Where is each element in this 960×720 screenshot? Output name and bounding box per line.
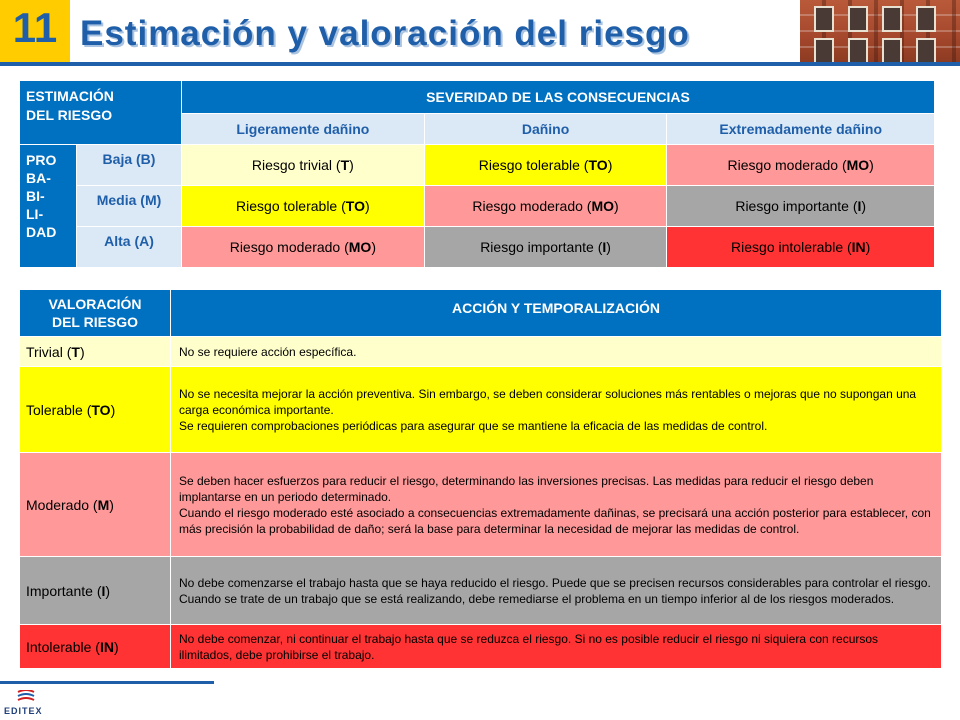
risk-cell: Riesgo trivial (T) <box>182 145 425 186</box>
risk-cell: Riesgo importante (I) <box>667 185 935 226</box>
action-description: Se deben hacer esfuerzos para reducir el riesgo, determinando las inversiones precisas. Las medidas para reducir el riesgo deben implantarse en un periodo determinado. Cuando el riesgo moderado esté asociado a consecuencias extremadamente dañinas, se precisará una acción posterior para establecer, con más precisión la probabilidad de daño; será la base para determinar la necesidad de mejorar las medidas de control. <box>171 453 942 557</box>
prob-line: BA- <box>26 170 51 186</box>
table-row <box>20 337 942 367</box>
probability-level: Baja (B) <box>77 145 182 186</box>
risk-cell: Riesgo importante (I) <box>424 226 667 267</box>
header-photo <box>800 0 960 62</box>
risk-valuation-table <box>19 289 942 669</box>
severity-column-header: Dañino <box>424 114 667 145</box>
risk-cell: Riesgo tolerable (TO) <box>182 185 425 226</box>
footer-divider <box>0 681 214 684</box>
valuation-level: Tolerable (TO) <box>20 367 171 453</box>
severity-column-header: Ligeramente dañino <box>182 114 425 145</box>
risk-cell: Riesgo moderado (MO) <box>667 145 935 186</box>
corner-line: ESTIMACIÓN <box>26 88 114 104</box>
risk-cell: Riesgo moderado (MO) <box>424 185 667 226</box>
corner-line: DEL RIESGO <box>26 107 113 123</box>
valuation-level: Importante (I) <box>20 557 171 625</box>
probability-level: Alta (A) <box>77 226 182 267</box>
prob-line: DAD <box>26 224 57 240</box>
action-description: No se requiere acción específica. <box>171 337 942 367</box>
chapter-number: 11 <box>12 4 58 51</box>
table-row <box>20 557 942 625</box>
editex-logo-icon <box>15 690 37 702</box>
probability-label <box>20 145 77 268</box>
action-description: No se necesita mejorar la acción preventiva. Sin embargo, se deben considerar soluciones más rentables o mejoras que no supongan una carga económica importante. Se requieren comprobaciones periódicas para asegurar que se mantiene la eficacia de las medidas de control. <box>171 367 942 453</box>
prob-line: BI- <box>26 188 45 204</box>
header-line: DEL RIESGO <box>51 314 139 330</box>
risk-cell: Riesgo tolerable (TO) <box>424 145 667 186</box>
risk-estimation-table <box>19 80 935 268</box>
probability-level: Media (M) <box>77 185 182 226</box>
valuation-level: Intolerable (IN) <box>20 625 171 669</box>
valuation-level: Moderado (M) <box>20 453 171 557</box>
valuation-header <box>20 290 171 337</box>
valuation-level: Trivial (T) <box>20 337 171 367</box>
header-line: VALORACIÓN <box>48 296 142 312</box>
page-title: Estimación y valoración del riesgo <box>80 14 690 53</box>
action-header: ACCIÓN Y TEMPORALIZACIÓN <box>171 290 942 337</box>
action-description: No debe comenzar, ni continuar el trabajo hasta que se reduzca el riesgo. Si no es posible reducir el riesgo ni siquiera con recursos ilimitados, debe prohibirse el trabajo. <box>171 625 942 669</box>
severity-column-header: Extremadamente dañino <box>667 114 935 145</box>
table-row <box>20 625 942 669</box>
risk-cell: Riesgo moderado (MO) <box>182 226 425 267</box>
header-divider <box>0 62 960 66</box>
prob-line: LI- <box>26 206 44 222</box>
table-row <box>20 367 942 453</box>
action-description: No debe comenzarse el trabajo hasta que se haya reducido el riesgo. Puede que se precisen recursos considerables para controlar el riesgo. Cuando se trate de un trabajo que se está realizando, debe remediarse el problema en un tiempo inferior al de los riesgos moderados. <box>171 557 942 625</box>
risk-cell: Riesgo intolerable (IN) <box>667 226 935 267</box>
estimation-corner-header <box>20 81 182 145</box>
prob-line: PRO <box>26 152 57 168</box>
table-row <box>20 453 942 557</box>
severity-header: SEVERIDAD DE LAS CONSECUENCIAS <box>182 81 935 114</box>
editex-logo-text: EDITEX <box>4 706 43 716</box>
